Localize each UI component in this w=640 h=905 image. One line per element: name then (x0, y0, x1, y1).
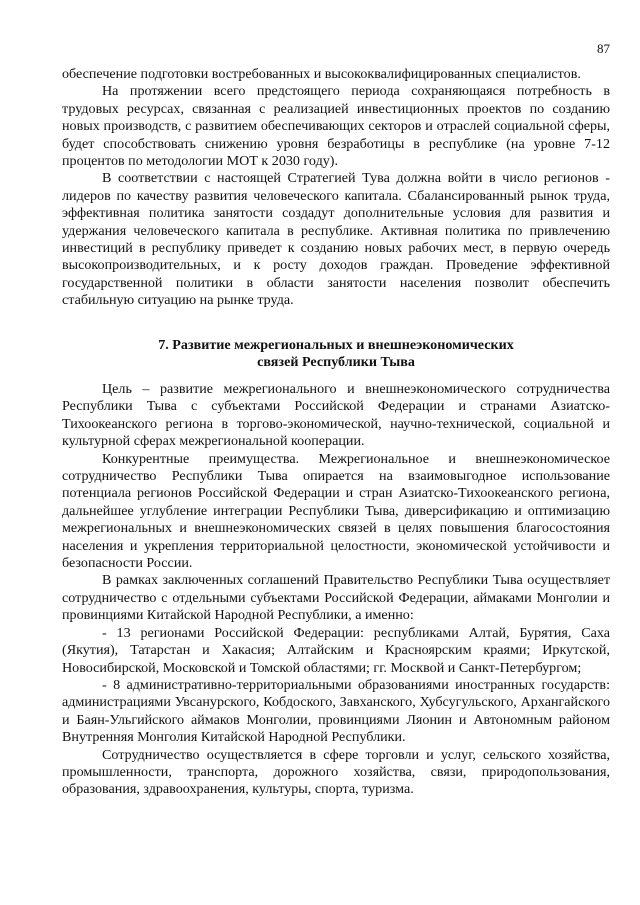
paragraph: Конкурентные преимущества. Межрегиональное и внешнеэкономическое сотрудничество Республики Тыва опирается на взаимовыгодное использование потенциала регионов Российской Федерации и стран Азиатско-Тихоокеанского региона, дальнейшее углубление интеграции Республики Тыва, диверсификацию и оптимизацию межрегиональных и внешнеэкономических связей в целях повышения благосостояния населения и укрепления территориальной целостности, экономической устойчивости и безопасности России. (62, 450, 610, 572)
paragraph: обеспечение подготовки востребованных и высококвалифицированных специалистов. (62, 66, 581, 82)
section-heading-line: 7. Развитие межрегиональных и внешнеэкономических (158, 337, 514, 353)
section-text (62, 381, 610, 799)
section-heading (62, 337, 610, 372)
section-heading-line: связей Республики Тыва (257, 354, 415, 371)
list-item: - 13 регионами Российской Федерации: республиками Алтай, Бурятия, Саха (Якутия), Татарстан и Хакасия; Алтайским и Красноярским краями; Иркутской, Новосибирской, Московской и Томской областями; гг. Москвой и Санкт-Петербургом; (62, 624, 610, 676)
paragraph: На протяжении всего предстоящего периода сохраняющаяся потребность в трудовых ресурсах, связанная с реализацией инвестиционных проектов по созданию новых производств, с развитием обеспечивающих секторов и отраслей социальной сферы, будет способствовать снижению уровня безработицы в республике (на уровне 7-12 процентов по методологии МОТ к 2030 году). (62, 83, 610, 170)
intro-text (62, 66, 610, 310)
list-item: - 8 административно-территориальными образованиями иностранных государств: администрациями Увсанурского, Кобдоского, Завханского, Хубсугульского, Архангайского и Баян-Ульгийского аймаков Монголии, провинциями Ляонин и Автономным районом Внутренняя Монголия Китайской Народной Республики. (62, 676, 610, 746)
page-number: 87 (597, 41, 610, 56)
paragraph: Цель – развитие межрегионального и внешнеэкономического сотрудничества Республики Тыва с субъектами Российской Федерации и странами Азиатско-Тихоокеанского региона в торгово-экономической, научно-технической, социальной и культурной сферах межрегиональной кооперации. (62, 381, 610, 450)
paragraph: В рамках заключенных соглашений Правительство Республики Тыва осуществляет сотрудничество с отдельными субъектами Российской Федерации, аймаками Монголии и провинциями Китайской Народной Республики, а именно: (62, 572, 610, 624)
paragraph: В соответствии с настоящей Стратегией Тува должна войти в число регионов - лидеров по качеству развития человеческого капитала. Сбалансированный рынок труда, эффективная политика занятости создадут дополнительные условия для развития и удержания человеческого капитала в республике. Активная политика по привлечению инвестиций в республику приведет к созданию новых рабочих мест, в первую очередь высокопроизводительных, и к росту доходов граждан. Проведение эффективной государственной политики в области занятости населения позволит обеспечить стабильную ситуацию на рынке труда. (62, 170, 610, 309)
paragraph: Сотрудничество осуществляется в сфере торговли и услуг, сельского хозяйства, промышленности, транспорта, дорожного хозяйства, связи, природопользования, образования, здравоохранения, культуры, спорта, туризма. (62, 746, 610, 798)
